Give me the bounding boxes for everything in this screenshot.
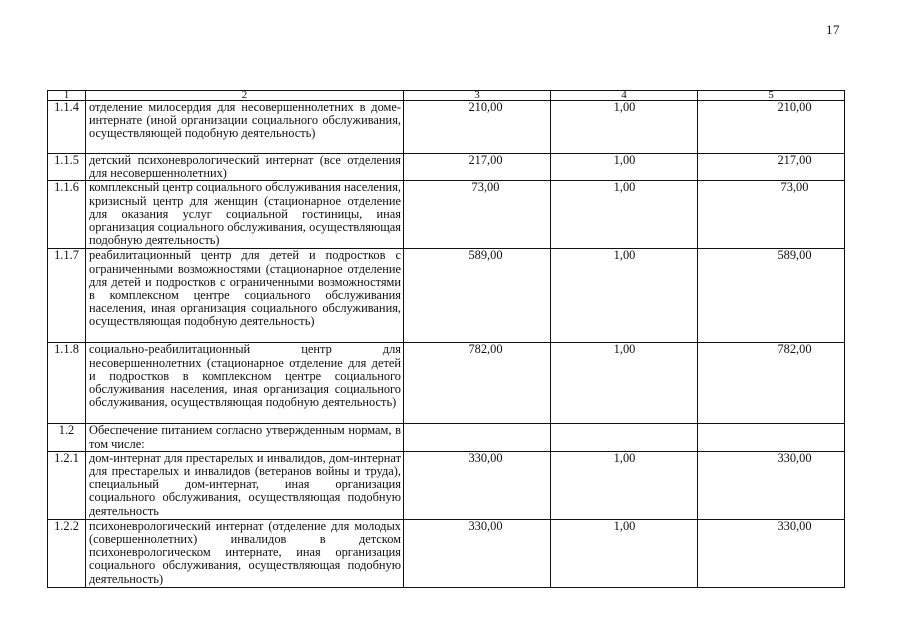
value-cell — [698, 519, 845, 587]
value-col3: 217,00 — [468, 153, 503, 167]
value-col4: 1,00 — [613, 100, 636, 114]
value-col3: 73,00 — [471, 180, 500, 195]
row-description-text: реабилитационный центр для детей и подростков с ограниченными возможностями (стационарное отделение для детей и подростков с ограниченными возможностями в комплексном центре социального обслуживания населения, иная организация социального обслуживания, осуществляющая подобную деятельность) — [89, 248, 401, 329]
header-cell: 2 — [86, 91, 404, 101]
value-col4: 1,00 — [613, 153, 636, 167]
value-col5: 210,00 — [777, 100, 812, 114]
row-description-text: психоневрологический интернат (отделение для молодых (совершеннолетних) инвалидов в детском психоневрологическом интернате, иная организация социального обслуживания, осуществляющая подобную деятельность) — [89, 518, 401, 586]
table-row — [48, 343, 845, 424]
row-description — [86, 249, 404, 343]
value-col3: 589,00 — [468, 248, 503, 263]
value-col3: 782,00 — [468, 342, 503, 357]
value-cell — [404, 424, 551, 451]
value-cell — [551, 154, 698, 181]
row-number: 1.2.2 — [48, 519, 86, 587]
row-number: 1.1.4 — [48, 101, 86, 154]
value-col5: 217,00 — [777, 153, 812, 167]
value-cell — [551, 101, 698, 154]
value-cell — [698, 424, 845, 451]
value-cell — [404, 451, 551, 519]
value-col5: 782,00 — [777, 342, 812, 357]
row-description-text: Обеспечение питанием согласно утвержденным нормам, в том числе: — [89, 423, 401, 451]
value-cell — [551, 519, 698, 587]
value-cell — [698, 181, 845, 249]
value-col5: 73,00 — [780, 180, 809, 195]
table-row — [48, 249, 845, 343]
table-row — [48, 154, 845, 181]
value-col5: 330,00 — [777, 450, 812, 465]
value-cell — [698, 154, 845, 181]
table-row — [48, 101, 845, 154]
value-col5: 330,00 — [777, 518, 812, 533]
row-number: 1.2 — [48, 424, 86, 451]
header-cell: 4 — [551, 91, 698, 101]
value-cell — [698, 451, 845, 519]
value-cell — [404, 101, 551, 154]
row-description-text: дом-интернат для престарелых и инвалидов, дом-интернат для престарелых и инвалидов (ветеранов войны и труда), специальный дом-интернат, иная организация социального обслуживания, осуществляющая подобную деятельность — [89, 450, 401, 518]
header-cell: 5 — [698, 91, 845, 101]
row-description-text: социально-реабилитационный центр для несовершеннолетних (стационарное отделение для детей и подростков в комплексном центре социального обслуживания населения, иная организация социального обслуживания, осуществляющая подобную деятельность) — [89, 342, 401, 410]
row-number: 1.1.5 — [48, 154, 86, 181]
row-number: 1.1.6 — [48, 181, 86, 249]
row-number: 1.2.1 — [48, 451, 86, 519]
tariff-table — [47, 90, 845, 588]
value-col4: 1,00 — [613, 248, 636, 263]
value-col4: 1,00 — [613, 180, 636, 195]
row-description — [86, 101, 404, 154]
value-col4: 1,00 — [613, 342, 636, 357]
value-col3: 330,00 — [468, 450, 503, 465]
value-cell — [404, 249, 551, 343]
table-row — [48, 424, 845, 451]
value-cell — [404, 343, 551, 424]
row-number: 1.1.7 — [48, 249, 86, 343]
value-col4: 1,00 — [613, 518, 636, 533]
value-cell — [698, 101, 845, 154]
page-number: 17 — [826, 22, 840, 37]
value-cell — [551, 424, 698, 451]
value-cell — [551, 451, 698, 519]
value-col5: 589,00 — [777, 248, 812, 263]
row-description — [86, 154, 404, 181]
value-col3: 330,00 — [468, 518, 503, 533]
header-cell: 1 — [48, 91, 86, 101]
row-description — [86, 451, 404, 519]
value-col4: 1,00 — [613, 450, 636, 465]
table-row — [48, 519, 845, 587]
value-cell — [404, 181, 551, 249]
table-row — [48, 451, 845, 519]
value-cell — [404, 519, 551, 587]
row-number: 1.1.8 — [48, 343, 86, 424]
row-description — [86, 343, 404, 424]
value-cell — [404, 154, 551, 181]
row-description-text: комплексный центр социального обслуживания населения, кризисный центр для женщин (стационарное отделение для оказания услуг социальной гостиницы, иная организация социального обслуживания, осуществляющая подобную деятельность) — [89, 180, 401, 248]
table-row — [48, 181, 845, 249]
row-description — [86, 181, 404, 249]
value-col3: 210,00 — [468, 100, 503, 114]
row-description-text: отделение милосердия для несовершеннолетних в доме-интернате (иной организации социального обслуживания, осуществляющей подобную деятельность) — [89, 100, 401, 141]
value-cell — [551, 181, 698, 249]
row-description — [86, 424, 404, 451]
table-header-row — [48, 91, 845, 101]
row-description — [86, 519, 404, 587]
value-cell — [551, 249, 698, 343]
value-cell — [551, 343, 698, 424]
value-cell — [698, 343, 845, 424]
header-cell: 3 — [404, 91, 551, 101]
value-cell — [698, 249, 845, 343]
row-description-text: детский психоневрологический интернат (все отделения для несовершеннолетних) — [89, 153, 401, 181]
